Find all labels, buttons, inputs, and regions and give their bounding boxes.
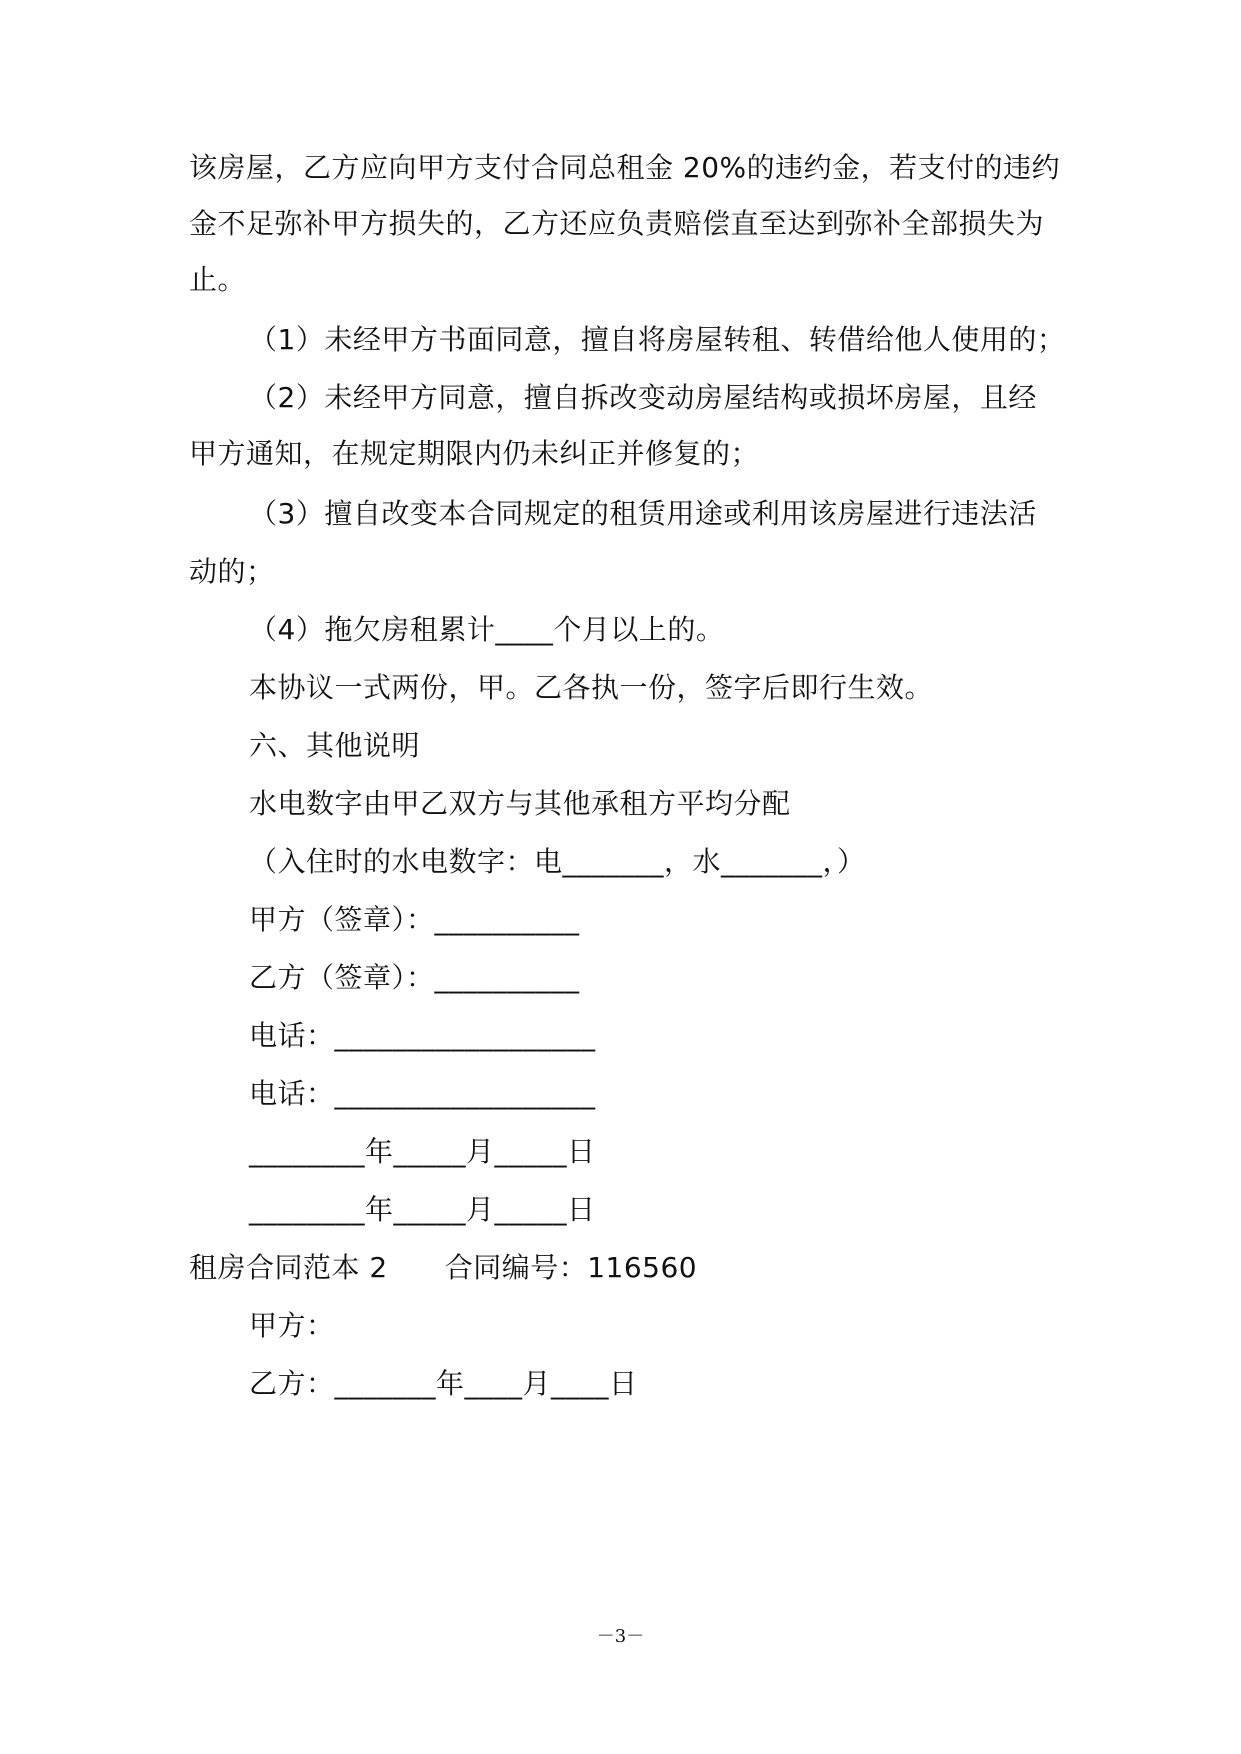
date-line: ________年_____月_____日 (249, 1135, 596, 1168)
paragraph-line: 止。 (189, 263, 247, 296)
paragraph-line: 动的； (189, 555, 275, 588)
clause-4: （4）拖欠房租累计____个月以上的。 (249, 613, 725, 646)
party-a-signature-line: 甲方（签章）：__________ (249, 903, 580, 936)
agreement-copies-line: 本协议一式两份，甲。乙各执一份，签字后即行生效。 (249, 671, 934, 704)
paragraph-line: 该房屋，乙方应向甲方支付合同总租金 20%的违约金，若支付的违约 (189, 151, 1061, 184)
contract-title-line: 租房合同范本 2 合同编号：116560 (189, 1251, 698, 1284)
utilities-line: 水电数字由甲乙双方与其他承租方平均分配 (249, 787, 791, 820)
clause-3: （3）擅自改变本合同规定的租赁用途或利用该房屋进行违法活 (249, 497, 1037, 530)
phone-line: 电话：__________________ (249, 1019, 596, 1052)
party-b-date-line: 乙方：_______年____月____日 (249, 1367, 638, 1400)
party-a-line: 甲方： (249, 1309, 335, 1342)
party-b-signature-line: 乙方（签章）：__________ (249, 961, 580, 994)
date-line: ________年_____月_____日 (249, 1193, 596, 1226)
meter-readings-line: （入住时的水电数字：电_______，水_______，） (249, 845, 866, 878)
page-number: －3－ (596, 1626, 645, 1647)
paragraph-line: 甲方通知，在规定期限内仍未纠正并修复的； (189, 437, 760, 470)
clause-1: （1）未经甲方书面同意，擅自将房屋转租、转借给他人使用的； (249, 323, 1066, 356)
section-heading-other: 六、其他说明 (249, 729, 421, 762)
paragraph-line: 金不足弥补甲方损失的，乙方还应负责赔偿直至达到弥补全部损失为 (189, 207, 1045, 240)
phone-line: 电话：__________________ (249, 1077, 596, 1110)
clause-2: （2）未经甲方同意，擅自拆改变动房屋结构或损坏房屋，且经 (249, 381, 1037, 414)
